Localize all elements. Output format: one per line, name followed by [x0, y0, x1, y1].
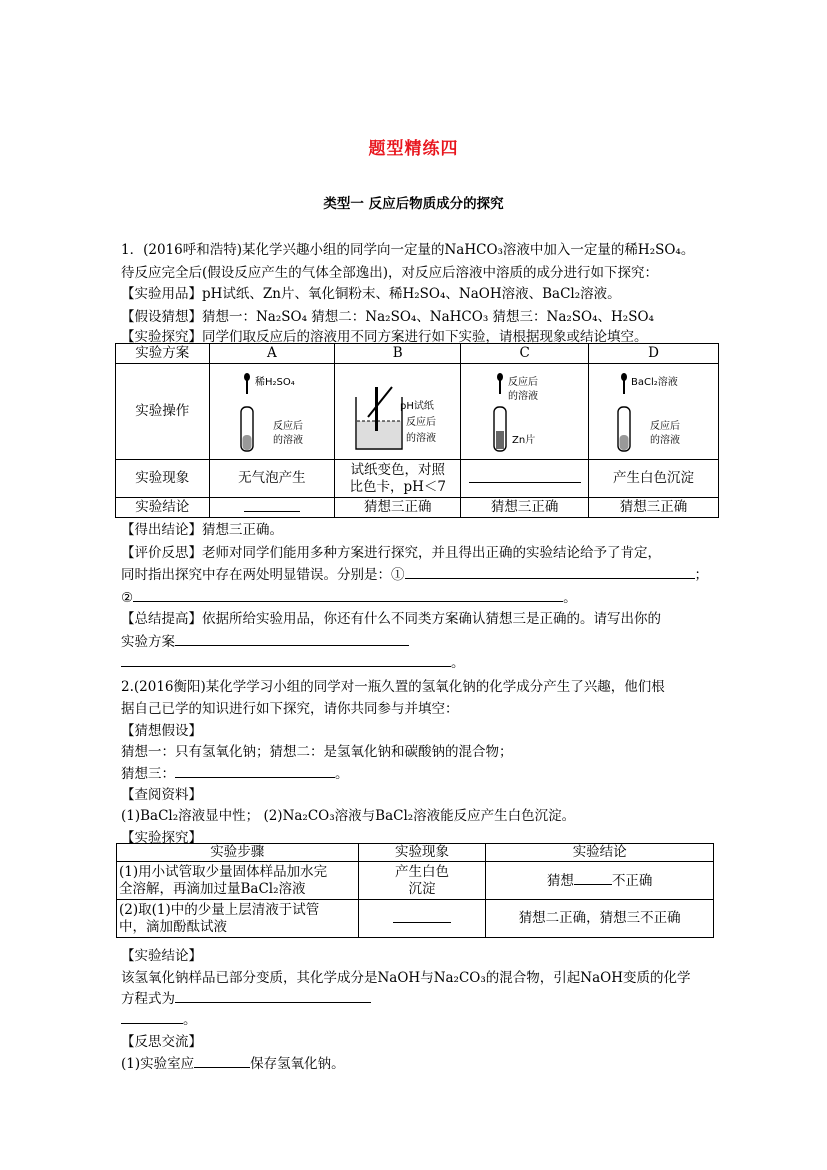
q1-conclusion-c: 猜想三正确: [461, 498, 589, 518]
svg-text:的溶液: 的溶液: [507, 390, 538, 402]
q2-info-head: 【查阅资料】: [121, 787, 202, 803]
q2-hyp3-blank[interactable]: [175, 765, 335, 778]
dropper-testtube-icon: [227, 369, 317, 455]
beaker-ph-paper-icon: [348, 369, 448, 455]
section-title: 类型一 反应后物质成分的探究: [323, 196, 504, 212]
svg-text:反应后: 反应后: [272, 420, 303, 432]
svg-text:Zn片: Zn片: [511, 434, 535, 446]
q2-phenomenon-1: 产生白色 沉淀: [358, 862, 486, 900]
dropper-testtube-zinc-icon: [480, 369, 570, 455]
q1-error2-blank[interactable]: [133, 589, 563, 602]
q1-table-header: B: [335, 344, 461, 364]
q1-explore: 【实验探究】同学们取反应后的溶液用不同方案进行如下实验，请根据现象或结论填空。: [121, 329, 648, 345]
q1-conclusion-b: 猜想三正确: [335, 498, 461, 518]
q1-phenomenon-a: 无气泡产生: [209, 460, 335, 498]
q2-conclusion-2: 猜想二正确，猜想三不正确: [486, 900, 714, 938]
q2-concl-line1: 该氢氧化钠样品已部分变质，其化学成分是NaOH与Na₂CO₃的混合物，引起NaOH变质的化学: [121, 970, 691, 986]
q2-hyp-line2: 猜想三： 。: [121, 766, 349, 782]
q1-table-header: D: [589, 344, 719, 364]
q1-intro-line2: 待反应完全后(假设反应产生的气体全部逸出)，对反应后溶液中溶质的成分进行如下探究：: [121, 265, 659, 281]
svg-text:的溶液: 的溶液: [649, 434, 680, 446]
q1-row-label-conclusion: 实验结论: [116, 498, 210, 518]
q1-hypothesis: 【假设猜想】猜想一：Na₂SO₄ 猜想二：Na₂SO₄、NaHCO₃ 猜想三：Na₂SO₄、H₂SO₄: [121, 309, 654, 325]
q1-illustration-d: [589, 364, 719, 460]
q1-conclusion: 【得出结论】猜想三正确。: [121, 522, 283, 538]
svg-text:的溶液: 的溶液: [405, 432, 436, 444]
svg-text:BaCl₂溶液: BaCl₂溶液: [630, 376, 678, 388]
q2-step-1: (1)用小试管取少量固体样品加水完 全溶解，再滴加过量BaCl₂溶液: [117, 862, 359, 900]
q2-table-header: 实验步骤: [117, 844, 359, 862]
q1-phenomenon-d: 产生白色沉淀: [589, 460, 719, 498]
q2-intro-line1: 2.(2016衡阳)某化学学习小组的同学对一瓶久置的氢氧化钠的化学成分产生了兴趣，他们根: [121, 679, 665, 695]
q1-row-label-phenomenon: 实验现象: [116, 460, 210, 498]
dropper-testtube-bacl2-icon: [604, 369, 704, 455]
q1-reflect-line1: 【评价反思】老师对同学们能用多种方案进行探究，并且得出正确的实验结论给予了肯定，: [121, 545, 661, 561]
q1-conclusion-a-blank[interactable]: [209, 498, 335, 518]
q2-concl-line2: 方程式为: [121, 987, 371, 1007]
q1-plan-blank[interactable]: [175, 633, 409, 646]
svg-text:稀H₂SO₄: 稀H₂SO₄: [254, 376, 295, 388]
q1-error1-blank[interactable]: [405, 566, 695, 579]
q1-illustration-c: [461, 364, 589, 460]
q1-summary-line2: 实验方案: [121, 630, 409, 650]
q1-materials: 【实验用品】pH试纸、Zn片、氧化铜粉末、稀H₂SO₄、NaOH溶液、BaCl₂溶液。: [121, 286, 621, 302]
q2-table-header: 实验现象: [358, 844, 486, 862]
q1-table-header: A: [209, 344, 335, 364]
q1-row-label-operation: 实验操作: [116, 364, 210, 460]
q2-hyp-line1: 猜想一：只有氢氧化钠；猜想二：是氢氧化钠和碳酸钠的混合物；: [121, 744, 513, 760]
q1-summary-line1: 【总结提高】依据所给实验用品，你还有什么不同类方案确认猜想三是正确的。请写出你的: [121, 611, 661, 627]
q1-reflect-line3: ② 。: [121, 590, 577, 606]
q2-equation-blank[interactable]: [175, 990, 371, 1003]
q2-conclusion-1-blank[interactable]: [574, 872, 612, 885]
q2-intro-line2: 据自己已学的知识进行如下探究，请你共同参与并填空：: [121, 701, 459, 717]
q1-illustration-b: [335, 364, 461, 460]
q2-equation-blank-2[interactable]: [121, 1011, 183, 1024]
q1-reflect-line2: 同时指出探究中存在两处明显错误。分别是：① ；: [121, 567, 708, 583]
q2-concl-head: 【实验结论】: [121, 948, 202, 964]
q2-storage-blank[interactable]: [194, 1055, 250, 1068]
q1-conclusion-d: 猜想三正确: [589, 498, 719, 518]
q1-table-header: 实验方案: [116, 344, 210, 364]
q1-phenomenon-c-blank[interactable]: [461, 460, 589, 498]
q1-experiment-table: [115, 343, 719, 518]
q2-table-header: 实验结论: [486, 844, 714, 862]
q2-reflect-head: 【反思交流】: [121, 1034, 202, 1050]
q2-step-2: (2)取(1)中的少量上层清液于试管 中，滴加酚酞试液: [117, 900, 359, 938]
q1-intro-line1: 1．(2016呼和浩特)某化学兴趣小组的同学向一定量的NaHCO₃溶液中加入一定量的稀H₂SO₄。: [121, 242, 695, 258]
q1-illustration-a: [209, 364, 335, 460]
page-title: 题型精练四: [368, 139, 459, 159]
q2-phenomenon-2-blank[interactable]: [358, 900, 486, 938]
q2-reflect-line1: (1)实验室应 保存氢氧化钠。: [121, 1056, 345, 1072]
svg-text:反应后: 反应后: [649, 420, 680, 432]
q1-phenomenon-b: 试纸变色，对照 比色卡，pH＜7: [335, 460, 461, 498]
q1-table-header: C: [461, 344, 589, 364]
q2-conclusion-1: 猜想 不正确: [486, 862, 714, 900]
svg-text:反应后: 反应后: [507, 376, 538, 388]
q2-explore-head: 【实验探究】: [121, 830, 202, 846]
q2-concl-line3: 。: [121, 1008, 197, 1028]
q2-info-line1: (1)BaCl₂溶液显中性； (2)Na₂CO₃溶液与BaCl₂溶液能反应产生白色沉淀。: [121, 808, 576, 824]
svg-text:pH试纸: pH试纸: [399, 400, 434, 412]
q1-plan-blank-2[interactable]: [121, 654, 451, 667]
q2-experiment-table: [116, 843, 714, 938]
q1-summary-line3: 。: [121, 651, 465, 671]
svg-text:反应后: 反应后: [405, 416, 436, 428]
q2-hyp-head: 【猜想假设】: [121, 723, 202, 739]
svg-text:的溶液: 的溶液: [272, 434, 303, 446]
